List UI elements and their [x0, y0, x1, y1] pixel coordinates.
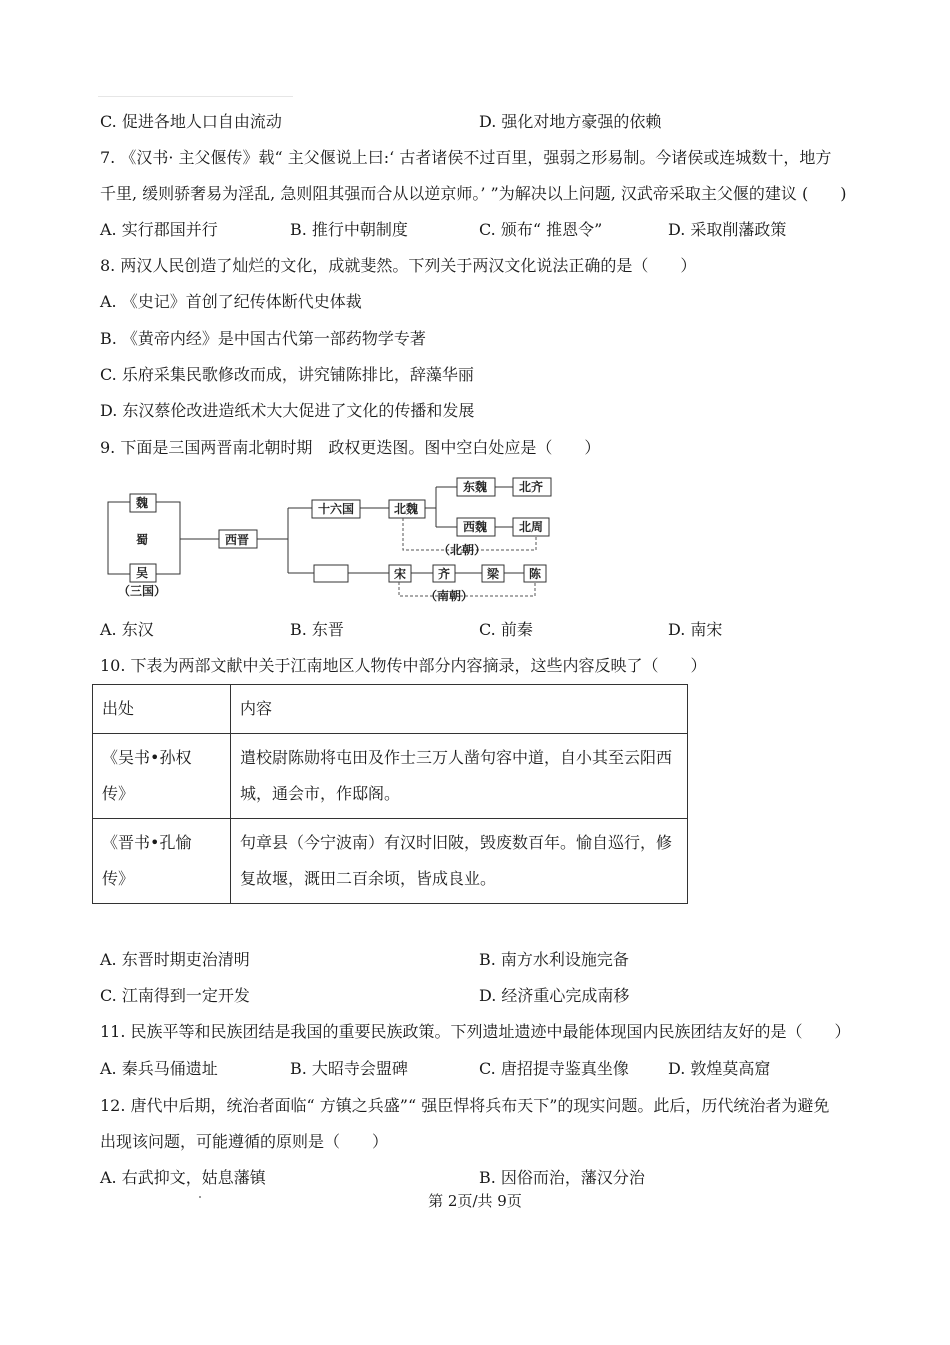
diagram-beiqi: 北齐 — [519, 480, 544, 494]
q11-stem: 11. 民族平等和民族团结是我国的重要民族政策。下列遗址遗迹中最能体现国内民族团结友好的是（ ） — [100, 1022, 851, 1041]
q9-option-d: D. 南宋 — [668, 620, 723, 639]
content-line: 城，通会市，作邸阁。 — [240, 784, 401, 803]
table-cell-source — [93, 734, 231, 819]
q8-option-a: A. 《史记》首创了纪传体断代史体裁 — [100, 292, 362, 311]
diagram-xiwei: 西魏 — [463, 520, 488, 534]
content-line: 复故堰，溉田二百余顷，皆成良业。 — [240, 869, 497, 888]
sources-table — [92, 684, 688, 904]
diagram-dongwei: 东魏 — [463, 480, 488, 494]
q7-stem-line-1: 7. 《汉书· 主父偃传》载“ 主父偃说上曰:‘ 古者诸侯不过百里，强弱之形易制。今诸侯或连城数十，地方 — [100, 148, 832, 167]
q11-option-c: C. 唐招提寺鉴真坐像 — [479, 1059, 629, 1078]
source-line: 传》 — [102, 869, 135, 888]
table-header-row — [93, 685, 688, 734]
q6-option-c: C. 促进各地人口自由流动 — [100, 112, 282, 131]
q7-option-b: B. 推行中朝制度 — [290, 220, 408, 239]
diagram-wei: 魏 — [136, 496, 149, 510]
content-line: 遣校尉陈勋将屯田及作士三万人凿句容中道，自小其至云阳西 — [240, 748, 673, 767]
q12-option-b: B. 因俗而治，藩汉分治 — [479, 1168, 645, 1187]
q11-option-a: A. 秦兵马俑遗址 — [100, 1059, 218, 1078]
diagram-beichao: （北朝） — [438, 543, 487, 557]
q10-option-a: A. 东晋时期吏治清明 — [100, 950, 250, 969]
table-cell-content — [231, 734, 688, 819]
q6-option-d: D. 强化对地方豪强的依赖 — [479, 112, 662, 131]
q8-option-d: D. 东汉蔡伦改进造纸术大大促进了文化的传播和发展 — [100, 401, 475, 420]
diagram-wu: 吴 — [136, 566, 149, 580]
q8-option-b: B. 《黄帝内经》是中国古代第一部药物学专著 — [100, 329, 426, 348]
source-line: 传》 — [102, 784, 135, 803]
regime-succession-diagram — [100, 470, 560, 606]
diagram-chen: 陈 — [529, 567, 542, 581]
table-cell-content — [231, 819, 688, 904]
diagram-liang: 梁 — [487, 567, 500, 581]
q8-stem: 8. 两汉人民创造了灿烂的文化，成就斐然。下列关于两汉文化说法正确的是（ ） — [100, 256, 697, 275]
q7-stem-line-2: 千里, 缓则骄奢易为淫乱, 急则阻其强而合从以逆京师。’ ”为解决以上问题, 汉武帝采取主父偃的建议 ( ) — [100, 184, 847, 203]
table-row — [93, 819, 688, 904]
page-footer: 第 2页/共 9页 — [428, 1192, 522, 1210]
diagram-shu: 蜀 — [136, 533, 149, 547]
diagram-song: 宋 — [394, 567, 407, 581]
table-cell-source — [93, 819, 231, 904]
blank-box — [314, 565, 348, 582]
diagram-shiliuguo: 十六国 — [318, 502, 355, 516]
table-header-content: 内容 — [231, 685, 688, 734]
diagram-beizhou: 北周 — [519, 520, 544, 534]
q7-option-a: A. 实行郡国并行 — [100, 220, 218, 239]
q9-option-c: C. 前秦 — [479, 620, 533, 639]
q9-option-b: B. 东晋 — [290, 620, 344, 639]
diagram-qi: 齐 — [438, 567, 451, 581]
q12-stem-line-1: 12. 唐代中后期，统治者面临“ 方镇之兵盛”“ 强臣悍将兵布天下”的现实问题。此后，历代统治者为避免 — [100, 1096, 830, 1115]
q10-option-b: B. 南方水利设施完备 — [479, 950, 629, 969]
diagram-xijin: 西晋 — [225, 533, 250, 547]
top-rule — [98, 96, 293, 97]
content-line: 句章县（今宁波南）有汉时旧陂，毁废数百年。愉自巡行，修 — [240, 833, 673, 852]
source-line: 《吴书•孙权 — [102, 748, 192, 767]
diagram-beiwei: 北魏 — [394, 502, 419, 516]
q11-option-b: B. 大昭寺会盟碑 — [290, 1059, 408, 1078]
q12-option-a: A. 右武抑文，姑息藩镇 — [100, 1168, 266, 1187]
table-header-source: 出处 — [93, 685, 231, 734]
diagram-nanchao: （南朝） — [425, 589, 474, 603]
q12-stem-line-2: 出现该问题，可能遵循的原则是（ ） — [100, 1132, 389, 1151]
q10-option-c: C. 江南得到一定开发 — [100, 986, 250, 1005]
q11-option-d: D. 敦煌莫高窟 — [668, 1059, 771, 1078]
q10-stem: 10. 下表为两部文献中关于江南地区人物传中部分内容摘录，这些内容反映了（ ） — [100, 656, 707, 675]
q10-option-d: D. 经济重心完成南移 — [479, 986, 630, 1005]
table-row — [93, 734, 688, 819]
source-line: 《晋书•孔愉 — [102, 833, 192, 852]
q9-stem: 9. 下面是三国两晋南北朝时期 政权更迭图。图中空白处应是（ ） — [100, 438, 601, 457]
q7-option-c: C. 颁布“ 推恩令” — [479, 220, 603, 239]
diagram-sanguo: （三国） — [118, 584, 167, 598]
q8-option-c: C. 乐府采集民歌修改而成，讲究铺陈排比，辞藻华丽 — [100, 365, 474, 384]
q9-option-a: A. 东汉 — [100, 620, 154, 639]
q7-option-d: D. 采取削藩政策 — [668, 220, 787, 239]
